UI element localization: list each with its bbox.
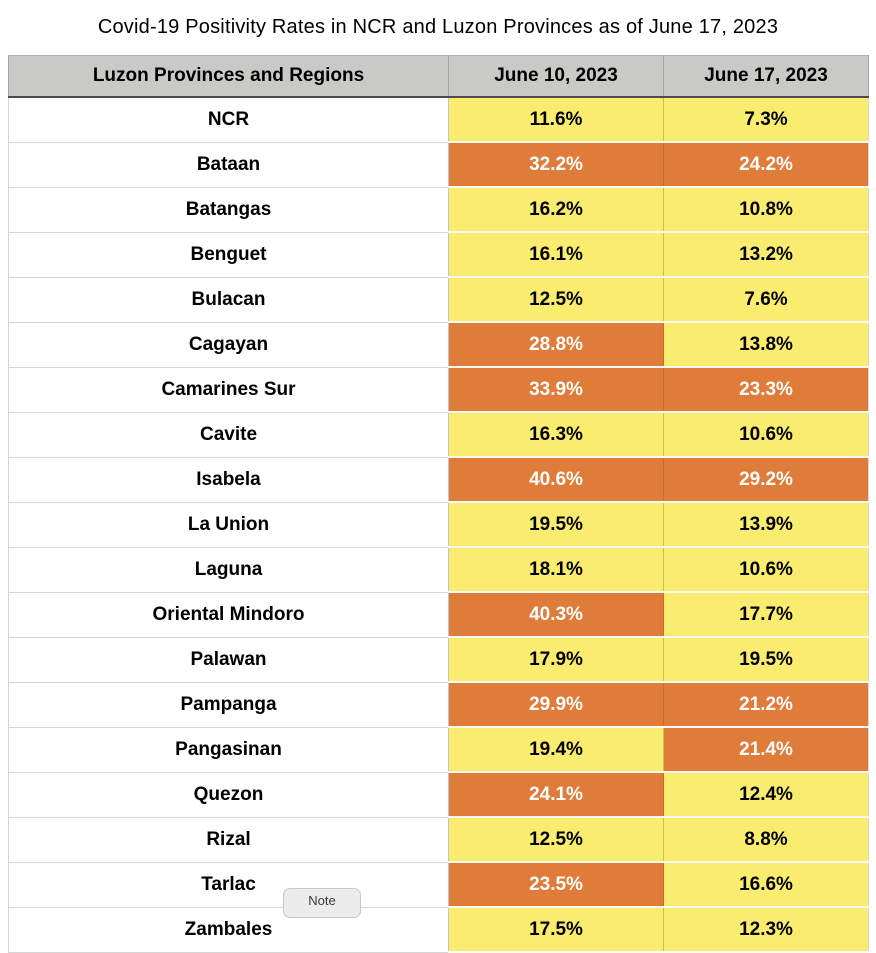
rate-cell-june17: 16.6% [664, 862, 869, 907]
province-cell: Cavite [9, 412, 449, 457]
table-row [9, 502, 869, 547]
province-cell: Bulacan [9, 277, 449, 322]
table-row [9, 772, 869, 817]
province-cell: Cagayan [9, 322, 449, 367]
province-cell: Isabela [9, 457, 449, 502]
positivity-rates-table [8, 55, 869, 953]
province-cell: Benguet [9, 232, 449, 277]
rate-cell-june10: 33.9% [449, 367, 664, 412]
rate-cell-june17: 23.3% [664, 367, 869, 412]
rate-cell-june10: 12.5% [449, 817, 664, 862]
rate-cell-june17: 13.2% [664, 232, 869, 277]
rate-cell-june10: 11.6% [449, 97, 664, 142]
table-row [9, 412, 869, 457]
rate-cell-june10: 40.3% [449, 592, 664, 637]
table-row [9, 592, 869, 637]
province-cell: Laguna [9, 547, 449, 592]
rate-cell-june10: 29.9% [449, 682, 664, 727]
province-cell: Bataan [9, 142, 449, 187]
rate-cell-june10: 18.1% [449, 547, 664, 592]
column-header-june17: June 17, 2023 [664, 56, 869, 98]
province-cell: Oriental Mindoro [9, 592, 449, 637]
province-cell: Batangas [9, 187, 449, 232]
rate-cell-june10: 23.5% [449, 862, 664, 907]
column-header-june10: June 10, 2023 [449, 56, 664, 98]
table-body [9, 97, 869, 952]
rate-cell-june17: 17.7% [664, 592, 869, 637]
rate-cell-june10: 19.4% [449, 727, 664, 772]
page-title: Covid-19 Positivity Rates in NCR and Luzon Provinces as of June 17, 2023 [97, 16, 779, 38]
table-row [9, 187, 869, 232]
rate-cell-june17: 12.3% [664, 907, 869, 952]
rate-cell-june17: 8.8% [664, 817, 869, 862]
province-cell: Zambales [9, 907, 449, 952]
header-row [9, 56, 869, 98]
rate-cell-june10: 32.2% [449, 142, 664, 187]
column-header-provinces: Luzon Provinces and Regions [9, 56, 449, 98]
province-cell: Rizal [9, 817, 449, 862]
table-row [9, 727, 869, 772]
rate-cell-june17: 19.5% [664, 637, 869, 682]
table-row [9, 277, 869, 322]
province-cell: Quezon [9, 772, 449, 817]
rate-cell-june10: 17.9% [449, 637, 664, 682]
note-tab[interactable] [283, 888, 361, 918]
rate-cell-june17: 24.2% [664, 142, 869, 187]
table-row [9, 907, 869, 952]
province-cell: Pampanga [9, 682, 449, 727]
table-row [9, 367, 869, 412]
province-cell: Camarines Sur [9, 367, 449, 412]
table-row [9, 232, 869, 277]
province-cell: Tarlac [9, 862, 449, 907]
table-row [9, 322, 869, 367]
rate-cell-june10: 17.5% [449, 907, 664, 952]
rate-cell-june10: 16.1% [449, 232, 664, 277]
rate-cell-june10: 16.2% [449, 187, 664, 232]
rate-cell-june17: 21.2% [664, 682, 869, 727]
rate-cell-june17: 10.8% [664, 187, 869, 232]
province-cell: Palawan [9, 637, 449, 682]
table-row [9, 637, 869, 682]
table-row [9, 142, 869, 187]
rate-cell-june10: 16.3% [449, 412, 664, 457]
rate-cell-june17: 7.6% [664, 277, 869, 322]
rate-cell-june17: 10.6% [664, 547, 869, 592]
rate-cell-june10: 19.5% [449, 502, 664, 547]
table-row [9, 97, 869, 142]
rate-cell-june17: 13.9% [664, 502, 869, 547]
rate-cell-june17: 21.4% [664, 727, 869, 772]
rate-cell-june17: 10.6% [664, 412, 869, 457]
province-cell: NCR [9, 97, 449, 142]
table-row [9, 817, 869, 862]
table-row [9, 547, 869, 592]
rate-cell-june17: 13.8% [664, 322, 869, 367]
table-row [9, 682, 869, 727]
table-row [9, 457, 869, 502]
table-row [9, 862, 869, 907]
rate-cell-june10: 12.5% [449, 277, 664, 322]
note-tab-label: Note [308, 893, 336, 908]
rate-cell-june10: 28.8% [449, 322, 664, 367]
rate-cell-june17: 12.4% [664, 772, 869, 817]
province-cell: La Union [9, 502, 449, 547]
rate-cell-june17: 29.2% [664, 457, 869, 502]
rate-cell-june10: 40.6% [449, 457, 664, 502]
rate-cell-june10: 24.1% [449, 772, 664, 817]
province-cell: Pangasinan [9, 727, 449, 772]
rate-cell-june17: 7.3% [664, 97, 869, 142]
